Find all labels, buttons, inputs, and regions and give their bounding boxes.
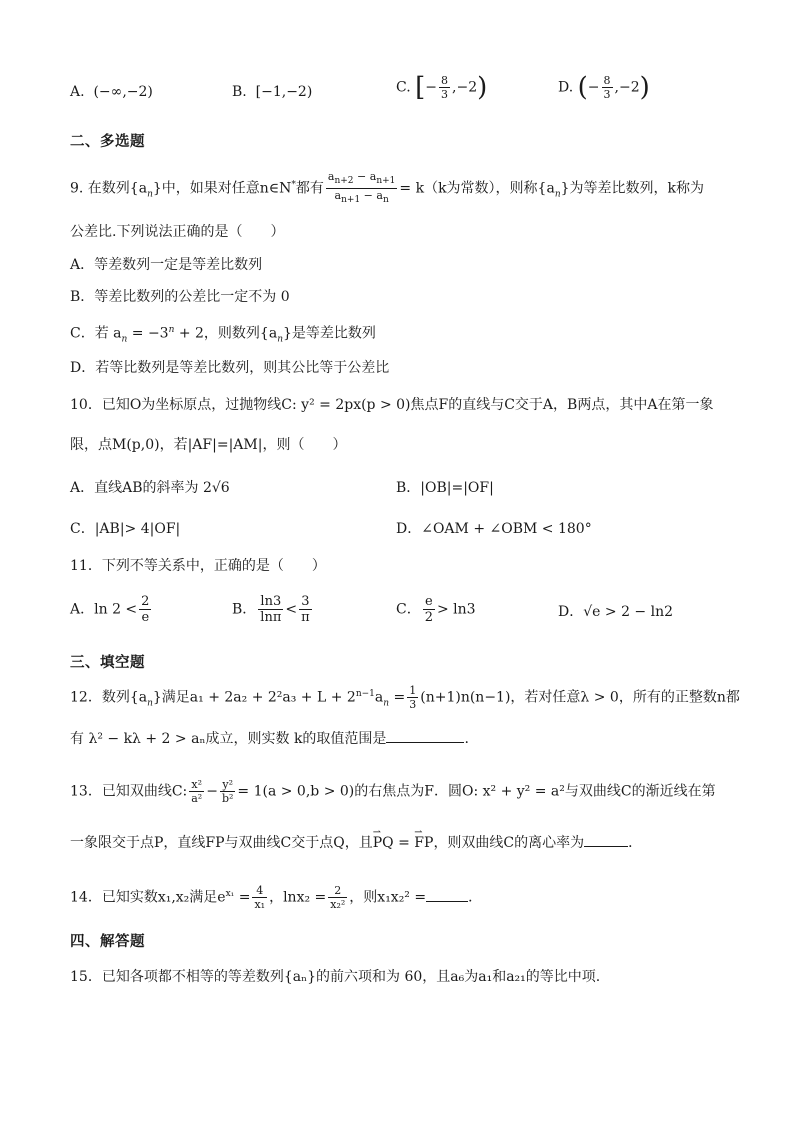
- q8-option-a: A. (−∞,−2): [70, 84, 153, 100]
- q9-stem-line2: 公差比.下列说法正确的是（ ）: [70, 224, 285, 240]
- q10-stem-line1: 10．已知O为坐标原点，过抛物线C: y² = 2px(p > 0)焦点F的直线与C交于A，B两点，其中A在第一象: [70, 397, 714, 413]
- vector-fp: ⇀ FP: [414, 833, 433, 853]
- q15-stem: 15．已知各项都不相等的等差数列{aₙ}的前六项和为 60，且a₆为a₁和a₂₁的等比中项.: [70, 969, 601, 985]
- q8-option-a-value: (−∞,−2): [93, 84, 153, 100]
- q9-option-a: A．等差数列一定是等差比数列: [70, 257, 263, 273]
- q13-answer-blank[interactable]: [584, 832, 628, 847]
- section-heading-solutions: 四、解答题: [70, 934, 145, 950]
- q9-option-d: D．若等比数列是等差比数列，则其公比等于公差比: [70, 360, 390, 376]
- q14-stem: 14．已知实数x₁,x₂满足$e^{x_1}$ = $\frac{4}{\text{x₁}}$ ，lnx₂ = $\frac{2}{\text{x₂²}}$ ，则x₁x₂² = ．: [70, 884, 483, 912]
- vector-pq: ⇀ PQ: [373, 833, 394, 853]
- q8-option-c: C. [− $\frac{8}{3}$ ,−2): [396, 72, 488, 103]
- q9-stem-line1: 9. 在数列$\{a_n\}$中，如果对任意n∈N*都有 $\frac{a_{n+2} - a_{n+1}}{a_{n+1} - a_n}$ = k（k为常数），则称$\{a_n\}$为等差比数列，k称为: [70, 170, 704, 206]
- q11-option-c: C． $\frac{e}{2}$ > ln3: [396, 594, 476, 625]
- q8-option-d: D. (− $\frac{8}{3}$ ,−2): [558, 72, 650, 103]
- q9-option-c: C．若 $a_n = -3^n + 2$，则数列$\{a_n\}$是等差比数列: [70, 325, 376, 345]
- q11-option-d: D．√e > 2 − ln2: [558, 604, 674, 620]
- q14-answer-blank[interactable]: [426, 887, 468, 902]
- q13-stem-line1: 13．已知双曲线C: $\frac{\text{x²}}{\text{a²}}$ − $\frac{\text{y²}}{\text{b²}}$ = 1(a > 0,b > 0)的右焦点为F．圆O: x² + y² = a²与双曲线C的渐近线在第: [70, 778, 716, 805]
- q13-stem-line2: 一象限交于点P，直线FP与双曲线C交于点Q，且⇀ PQ = ⇀ FP，则双曲线C的离心率为 ．: [70, 832, 642, 853]
- q10-option-b: B．|OB|=|OF|: [396, 480, 494, 496]
- q10-option-a: A．直线AB的斜率为 2√6: [70, 480, 230, 496]
- q11-stem: 11．下列不等关系中，正确的是（ ）: [70, 558, 326, 574]
- section-heading-fill-in: 三、填空题: [70, 655, 145, 671]
- q11-option-a: A．ln 2 < $\frac{2}{e}$: [70, 594, 150, 625]
- q10-option-c: C．|AB|> 4|OF|: [70, 521, 181, 537]
- q8-option-b: B. [−1,−2): [232, 84, 313, 100]
- q12-stem-line1: 12．数列$\{a_n\}$满足$a_1 + 2a_2 + 2^2a_3 + L + 2^{n-1}a_n$ = $\frac{1}{3}$ (n+1)n(n−1)，若对任意λ > 0，所有的正整数n都: [70, 684, 740, 712]
- q10-option-d: D．∠OAM + ∠OBM < 180°: [396, 521, 592, 537]
- section-heading-multiple-choice: 二、多选题: [70, 134, 145, 150]
- q10-stem-line2: 限，点M(p,0)，若|AF|=|AM|，则（ ）: [70, 437, 347, 453]
- q11-option-b: B． $\frac{\ln 3}{\ln\pi}$ < $\frac{3}{\pi}$: [232, 594, 310, 625]
- q9-option-b: B．等差比数列的公差比一定不为 0: [70, 289, 290, 305]
- q12-stem-line2: 有 λ² − kλ + 2 > aₙ成立，则实数 k的取值范围是 .: [70, 728, 469, 749]
- q8-option-b-value: [−1,−2): [255, 84, 313, 100]
- q12-answer-blank[interactable]: [386, 728, 464, 743]
